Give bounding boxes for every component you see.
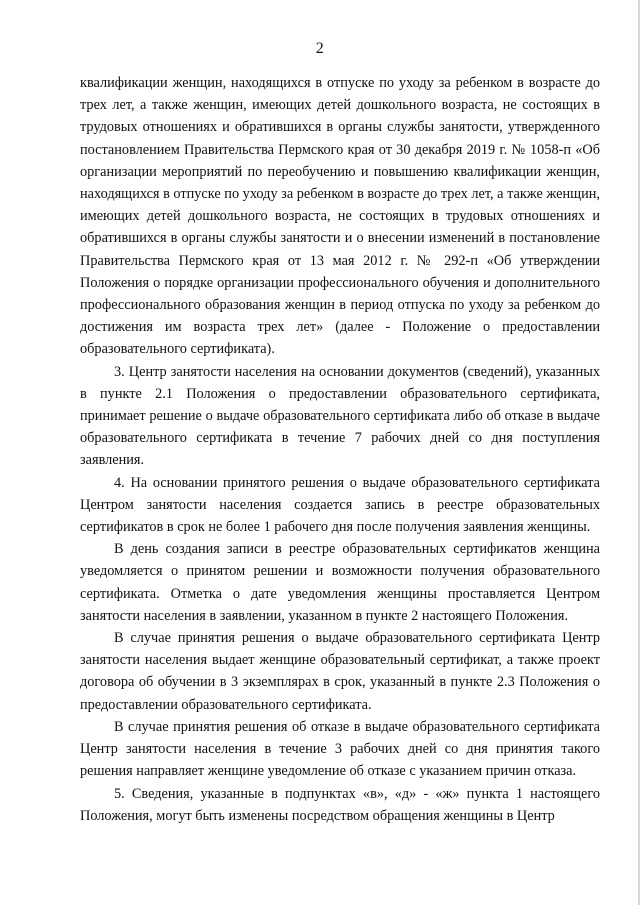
- paragraph-item-5: 5. Сведения, указанные в подпунктах «в», «д» - «ж» пункта 1 настоящего Положения, могут быть изменены посредством обращения женщины в Центр: [80, 785, 600, 824]
- paragraph-item-3: 3. Центр занятости населения на основании документов (сведений), указанных в пункте 2.1 Положения о предоставлении образовательного сертификата, принимает решение о выдаче образовательного сертификата либо об отказе в выдаче образовательного сертификата в течение 7 рабочих дней со дня поступления заявления.: [80, 363, 600, 469]
- paragraph-continuation: квалификации женщин, находящихся в отпуске по уходу за ребенком в возрасте до трех лет, а также женщин, имеющих детей дошкольного возраста, не состоящих в трудовых отношениях и обратившихся в органы службы занятости, утвержденного постановлением Правительства Пермского края от 30 декабря 2019 г. № 1058-п «Об организации мероприятий по переобучению и повышению квалификации женщин, находящихся в отпуске по уходу за ребенком в возрасте до трех лет, а также женщин, имеющих детей дошкольного возраста, не состоящих в трудовых отношениях и обратившихся в органы службы занятости и о внесении изменений в постановление Правительства Пермского края от 13 мая 2012 г. № 292-п «Об утверждении Положения о порядке организации профессионального обучения и дополнительного профессионального образования женщин в период отпуска по уходу за ребенком до достижения им возраста трех лет» (далее - Положение о предоставлении образовательного сертификата).: [80, 75, 600, 358]
- paragraph-item-4-notify: В день создания записи в реестре образовательных сертификатов женщина уведомляется о принятом решении и возможности получения образовательного сертификата. Отметка о дате уведомления женщины проставляется Центром занятости населения в заявлении, указанном в пункте 2 настоящего Положения.: [80, 541, 600, 624]
- paragraph-item-4: 4. На основании принятого решения о выдаче образовательного сертификата Центром занятости населения создается запись в реестре образовательных сертификатов в срок не более 1 рабочего дня после получения заявления женщины.: [80, 474, 600, 536]
- paragraph-item-4-issue: В случае принятия решения о выдаче образовательного сертификата Центр занятости населения выдает женщине образовательный сертификат, а также проект договора об обучении в 3 экземплярах в срок, указанный в пункте 2.3 Положения о предоставлении образовательного сертификата.: [80, 630, 600, 713]
- paragraph-item-4-refusal: В случае принятия решения об отказе в выдаче образовательного сертификата Центр занятости населения в течение 3 рабочих дней со дня принятия такого решения направляет женщине уведомление об отказе с указанием причин отказа.: [80, 718, 600, 780]
- page-number: 2: [315, 40, 325, 57]
- document-body: [80, 72, 600, 827]
